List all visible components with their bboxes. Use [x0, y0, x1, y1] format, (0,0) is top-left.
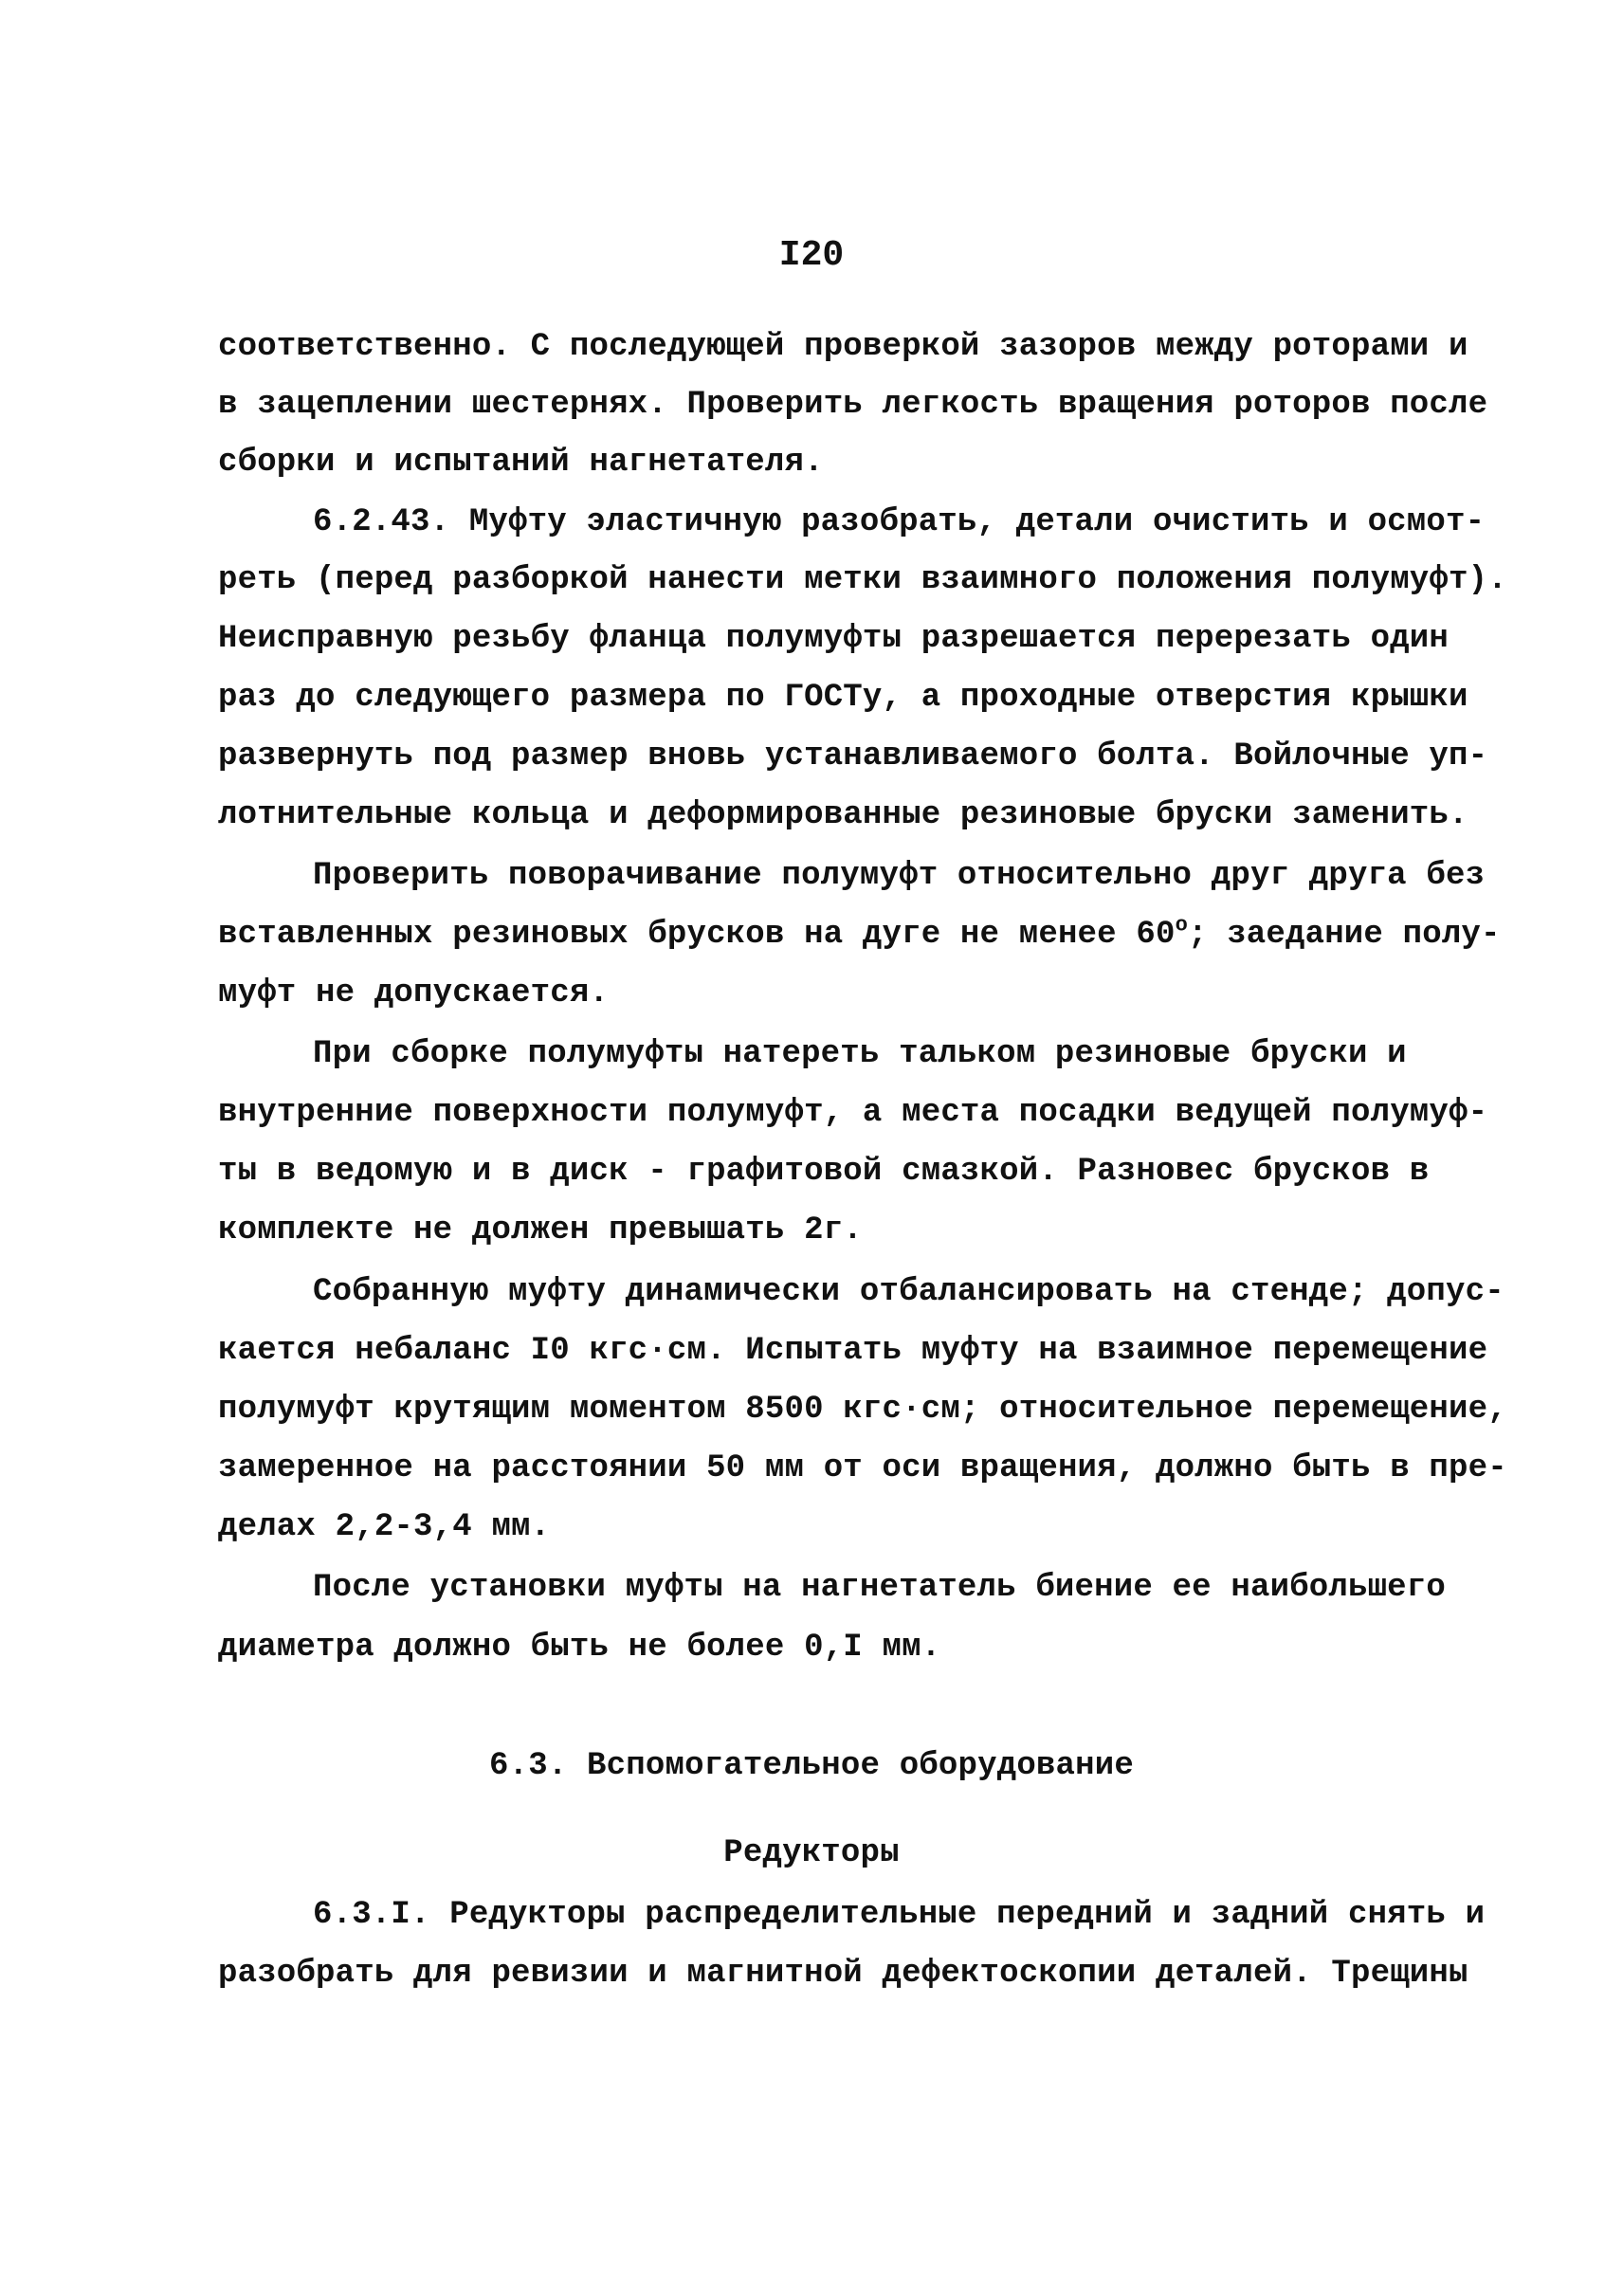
text-line: кается небаланс I0 кгс·см. Испытать муфту на взаимное перемещение: [218, 1333, 1488, 1369]
text-line: замеренное на расстоянии 50 мм от оси вращения, должно быть в пре-: [218, 1450, 1507, 1486]
text-line: развернуть под размер вновь устанавливаемого болта. Войлочные уп-: [218, 738, 1488, 774]
text-line: полумуфт крутящим моментом 8500 кгс·см; относительное перемещение,: [218, 1392, 1507, 1428]
page-number: I20: [778, 235, 845, 276]
text-line: раз до следующего размера по ГОСТу, а проходные отверстия крышки: [218, 680, 1468, 716]
text-line-with-degree: [218, 913, 1501, 954]
paragraph-6-2-43-start: 6.2.43. Муфту эластичную разобрать, детали очистить и осмот-: [313, 504, 1486, 540]
paragraph-6-3-1-start: 6.3.I. Редукторы распределительные передний и задний снять и: [313, 1897, 1486, 1933]
text-line: разобрать для ревизии и магнитной дефектоскопии деталей. Трещины: [218, 1956, 1468, 1992]
text-line: диаметра должно быть не более 0,I мм.: [218, 1630, 941, 1666]
text-line-part: ; заедание полу-: [1187, 917, 1501, 953]
paragraph-assembly: При сборке полумуфты натереть тальком резиновые бруски и: [313, 1036, 1407, 1072]
text-line: ты в ведомую и в диск - графитовой смазкой. Разновес брусков в: [218, 1154, 1430, 1190]
text-line: муфт не допускается.: [218, 975, 610, 1011]
subsection-heading: Редукторы: [723, 1835, 900, 1871]
text-line: в зацеплении шестернях. Проверить легкость вращения роторов после: [218, 387, 1488, 423]
text-line: соответственно. С последующей проверкой зазоров между роторами и: [218, 329, 1468, 365]
text-line: сборки и испытаний нагнетателя.: [218, 445, 824, 481]
degree-mark: o: [1175, 913, 1188, 938]
paragraph-balancing: Собранную муфту динамически отбалансировать на стенде; допус-: [313, 1274, 1504, 1310]
paragraph-runout: После установки муфты на нагнетатель биение ее наибольшего: [313, 1570, 1446, 1606]
text-line: лотнительные кольца и деформированные резиновые бруски заменить.: [218, 797, 1468, 833]
text-line: реть (перед разборкой нанести метки взаимного положения полумуфт).: [218, 562, 1507, 598]
text-line: комплекте не должен превышать 2г.: [218, 1212, 863, 1248]
text-line: делах 2,2-3,4 мм.: [218, 1509, 551, 1545]
section-heading: 6.3. Вспомогательное оборудование: [489, 1748, 1134, 1784]
text-line: внутренние поверхности полумуфт, а места посадки ведущей полумуф-: [218, 1095, 1488, 1131]
paragraph-check-rotation: Проверить поворачивание полумуфт относительно друг друга без: [313, 858, 1486, 894]
text-line-part: вставленных резиновых брусков на дуге не менее 60: [218, 917, 1176, 953]
text-line: Неисправную резьбу фланца полумуфты разрешается перерезать один: [218, 621, 1450, 657]
